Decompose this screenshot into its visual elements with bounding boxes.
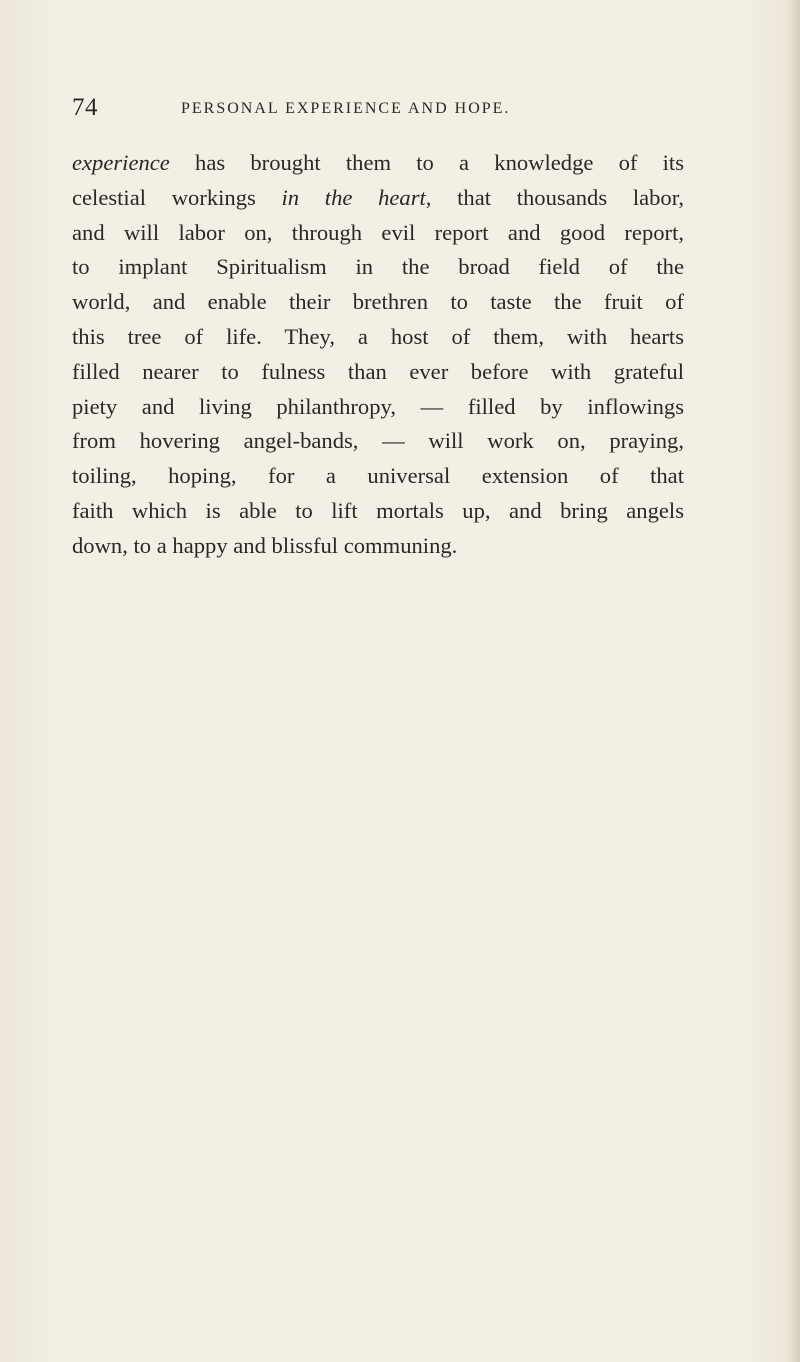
text-line: faith which is able to lift mortals up, and bring angels (72, 497, 684, 523)
text-line: to implant Spiritualism in the broad field of the (72, 254, 684, 280)
text-line: world, and enable their brethren to taste the fruit of (72, 289, 684, 315)
italic-word: experience (72, 150, 170, 175)
text-line (72, 146, 684, 181)
text-line: and will labor on, through evil report and good report, (72, 219, 684, 245)
text-line: filled nearer to fulness than ever before with grateful (72, 358, 684, 384)
line-text: celestial workings (72, 184, 282, 210)
text-line: piety and living philanthropy, — filled by inflowings (72, 393, 684, 419)
running-title: PERSONAL EXPERIENCE AND HOPE. (181, 100, 511, 117)
page-number: 74 (72, 94, 98, 121)
italic-phrase: in the heart, (281, 184, 432, 210)
body-paragraph (72, 146, 684, 564)
page-edge-shadow (786, 0, 800, 1362)
text-line: down, to a happy and blissful communing. (72, 532, 458, 558)
text-line: this tree of life. They, a host of them, with hearts (72, 323, 684, 349)
text-line (72, 181, 684, 216)
running-head (72, 94, 692, 124)
text-line: toiling, hoping, for a universal extension of that (72, 463, 684, 489)
line-text: that thousands labor, (431, 184, 684, 210)
line-text: has brought them to a knowledge of its (169, 150, 684, 175)
text-line: from hovering angel-bands, — will work on, praying, (72, 428, 684, 454)
